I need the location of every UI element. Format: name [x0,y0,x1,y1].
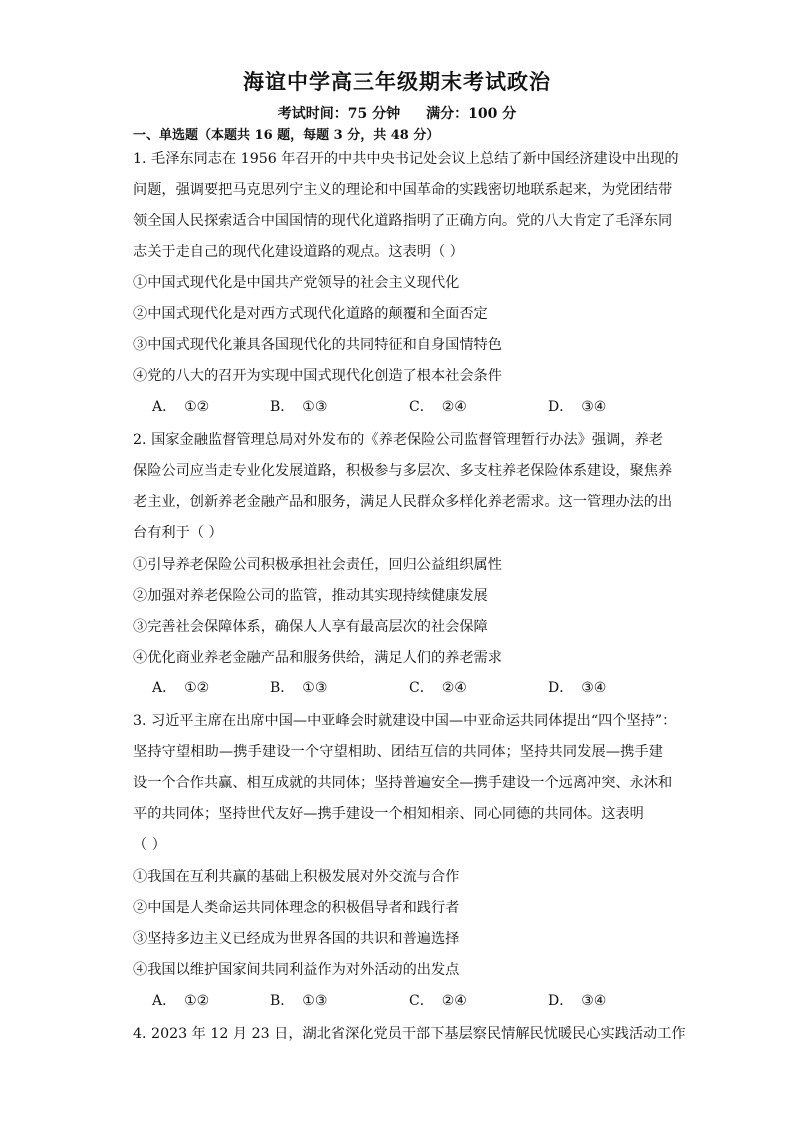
option-c[interactable]: C． ②④ [409,680,467,696]
q3-stem-line: 设一个合作共赢、相互成就的共同体；坚持普遍安全—携手建设一个远离冲突、永沐和 [133,775,673,791]
option-c[interactable]: C． ②④ [409,399,467,415]
exam-time: 考试时间：75 分钟 [277,106,401,122]
option-a[interactable]: A． ①② [152,399,210,415]
q3-statement: ②中国是人类命运共同体理念的积极倡导者和践行者 [133,900,460,916]
option-c[interactable]: C． ②④ [409,993,467,1009]
q1-stem-line: 领全国人民探索适合中国国情的现代化道路指明了正确方向。党的八大肯定了毛泽东同 [133,213,673,229]
option-a[interactable]: A． ①② [152,993,210,1009]
q3-stem-line: （ ） [133,837,166,853]
section-heading: 一、单选题（本题共 16 题，每题 3 分，共 48 分） [133,128,440,143]
q1-statement: ①中国式现代化是中国共产党领导的社会主义现代化 [133,275,460,291]
q1-statement: ④党的八大的召开为实现中国式现代化创造了根本社会条件 [133,368,502,384]
q1-statement: ②中国式现代化是对西方式现代化道路的颠覆和全面否定 [133,306,488,322]
option-d[interactable]: D． ③④ [548,993,607,1009]
q2-stem-line: 台有利于（ ） [133,525,223,541]
q4-stem-line: 4. 2023 年 12 月 23 日，湖北省深化党员干部下基层察民情解民忧暖民心实践活动工作 [133,1026,686,1042]
option-b[interactable]: B． ①③ [270,993,328,1009]
q1-statement: ③中国式现代化兼具各国现代化的共同特征和自身国情特色 [133,337,502,353]
q3-statement: ①我国在互利共赢的基础上积极发展对外交流与合作 [133,869,460,885]
q1-stem-line: 志关于走自己的现代化建设道路的观点。这表明（ ） [133,244,464,260]
q1-stem-line: 问题，强调要把马克思列宁主义的理论和中国革命的实践密切地联系起来，为党团结带 [133,182,673,198]
q3-stem-line: 平的共同体；坚持世代友好—携手建设一个相知相亲、同心同德的共同体。这表明 [133,806,644,822]
q3-statement: ④我国以维护国家间共同利益作为对外活动的出发点 [133,962,460,978]
q3-stem-line: 坚持守望相助—携手建设一个守望相助、团结互信的共同体；坚持共同发展—携手建 [133,744,663,760]
option-d[interactable]: D． ③④ [548,680,607,696]
q3-stem-line: 3. 习近平主席在出席中国—中亚峰会时就建设中国—中亚命运共同体提出“四个坚持”： [133,713,677,729]
option-b[interactable]: B． ①③ [270,680,328,696]
q2-stem-line: 2. 国家金融监督管理总局对外发布的《养老保险公司监督管理暂行办法》强调，养老 [133,432,663,448]
option-a[interactable]: A． ①② [152,680,210,696]
option-b[interactable]: B． ①③ [270,399,328,415]
full-score: 满分：100 分 [426,106,517,122]
q2-statement: ②加强对养老保险公司的监管，推动其实现持续健康发展 [133,588,488,604]
q3-statement: ③坚持多边主义已经成为世界各国的共识和普遍选择 [133,931,460,947]
exam-info [0,103,794,123]
q1-stem-line: 1. 毛泽东同志在 1956 年召开的中共中央书记处会议上总结了新中国经济建设中出现的 [133,151,679,167]
q2-statement: ①引导养老保险公司积极承担社会责任，回归公益组织属性 [133,557,502,573]
q2-statement: ④优化商业养老金融产品和服务供给，满足人们的养老需求 [133,650,502,666]
q2-statement: ③完善社会保障体系，确保人人享有最高层次的社会保障 [133,619,488,635]
q2-stem-line: 老主业，创新养老金融产品和服务，满足人民群众多样化养老需求。这一管理办法的出 [133,494,673,510]
option-d[interactable]: D． ③④ [548,399,607,415]
page-title: 海谊中学高三年级期末考试政治 [243,69,551,94]
q2-stem-line: 保险公司应当走专业化发展道路，积极参与多层次、多支柱养老保险体系建设，聚焦养 [133,463,673,479]
